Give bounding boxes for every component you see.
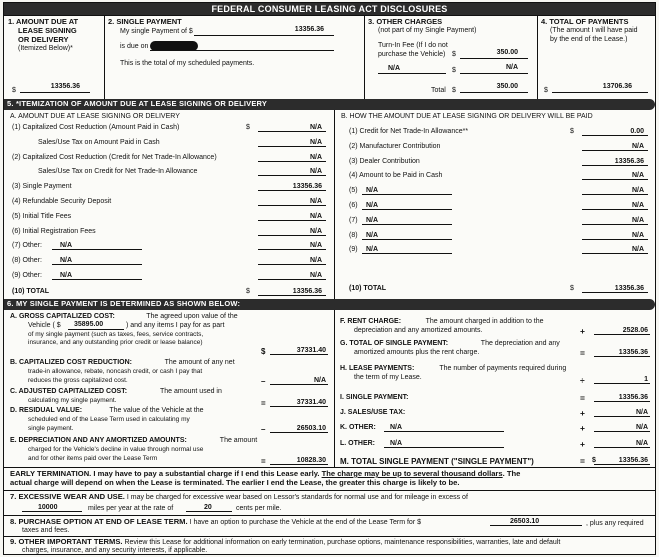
- s6-f-t2: depreciation and any amortized amounts.: [354, 327, 483, 334]
- s6-b-t3: reduces the gross capitalized cost.: [28, 376, 128, 384]
- s5-b-row-label: (3) Dealer Contribution: [349, 157, 420, 165]
- s5-a-total: 13356.36: [292, 287, 322, 295]
- section8-line1: [10, 518, 421, 527]
- s6-a-t2b: ) and any items I pay for as part: [126, 322, 225, 329]
- s5-b-row-value: N/A: [631, 216, 644, 224]
- s6-b-value: N/A: [313, 377, 326, 384]
- s8-t2: , plus any required: [586, 520, 644, 527]
- s6-a-t1: The agreed upon value of the: [146, 313, 238, 320]
- s6-f-head: F. RENT CHARGE:: [340, 318, 402, 325]
- s5-a-row-label: Sales/Use Tax on Amount Paid in Cash: [38, 138, 160, 146]
- box3-dollar: $: [452, 51, 456, 58]
- box1-dollar: $: [12, 87, 16, 94]
- s5-a-row-label: Sales/Use Tax on Credit for Net Trade-In Allowance: [38, 168, 198, 176]
- s6-b-t1: The amount of any net: [164, 359, 235, 366]
- s5-b-row-label: (8): [349, 231, 358, 239]
- s6-b-op: –: [261, 377, 266, 386]
- s6-j-value: N/A: [635, 409, 648, 416]
- s6-k-head: K. OTHER:: [340, 424, 376, 431]
- s5-a-row-value: N/A: [309, 227, 322, 235]
- box4-note-1: (The amount I will have paid: [550, 27, 638, 34]
- s5-a-row-value: N/A: [309, 124, 322, 131]
- s6-a-t2a: Vehicle ( $: [28, 322, 61, 329]
- section6-heading: 6. MY SINGLE PAYMENT IS DETERMINED AS SHOWN BELOW:: [7, 299, 241, 308]
- s6-d-t3: single payment.: [28, 424, 74, 432]
- s6-h-value: 1: [644, 376, 648, 383]
- box2-amount: 13356.36: [294, 26, 324, 33]
- s5-b-row-label: (2) Manufacturer Contribution: [349, 142, 441, 150]
- s5-a-row-label: (1) Capitalized Cost Reduction (Amount Paid in Cash): [12, 124, 180, 131]
- divider: [4, 467, 655, 468]
- s6-l-op: +: [580, 439, 585, 449]
- s5-b-row-value: N/A: [631, 142, 644, 150]
- s6-b-t2: trade-in allowance, rebate, noncash credit, or cash I pay that: [28, 368, 203, 375]
- s6-d-value: 26503.10: [296, 425, 326, 432]
- s5-a-row-value: N/A: [309, 257, 322, 265]
- s6-l-value: N/A: [635, 440, 648, 447]
- divider: [364, 15, 365, 99]
- s7-t3: cents per mile.: [236, 505, 282, 512]
- s5-b-row-value: 13356.36: [614, 157, 644, 165]
- s6-a-t4: insurance, and any outstanding prior credit or lease balance): [28, 339, 203, 346]
- s6-d-t2: scheduled end of the Lease Term used in calculating my: [28, 416, 190, 423]
- s6-e-value: 10828.30: [296, 457, 326, 464]
- box2-line3: This is the total of my scheduled payments.: [120, 60, 255, 67]
- s5-b-row-label: (4) Amount to be Paid in Cash: [349, 172, 443, 180]
- s5-a-dollar: $: [246, 124, 250, 131]
- s5-a-row-label: (5) Initial Title Fees: [12, 212, 72, 220]
- box3-dollar-2: $: [452, 67, 456, 74]
- box3-turnin-2: purchase the Vehicle): [378, 51, 446, 58]
- box3-heading: 3. OTHER CHARGES: [368, 17, 443, 26]
- s8-head: 8. PURCHASE OPTION AT END OF LEASE TERM.: [10, 517, 188, 526]
- s5-b-row-value: N/A: [631, 172, 644, 180]
- form-title: FEDERAL CONSUMER LEASING ACT DISCLOSURES: [211, 4, 448, 14]
- s6-c-op: =: [261, 399, 266, 408]
- s5-a-row-fill: N/A: [60, 257, 73, 265]
- s5-b-row-value: N/A: [631, 202, 644, 209]
- box1-heading-2: LEASE SIGNING: [18, 26, 77, 35]
- section5-bar: [4, 99, 655, 110]
- s6-d-head: D. RESIDUAL VALUE:: [10, 407, 83, 414]
- s6-k-op: +: [580, 423, 585, 433]
- s5-b-row-value: N/A: [631, 231, 644, 239]
- s6-g-t1: The depreciation and any: [480, 340, 560, 347]
- s5-b-row-label: (7): [349, 216, 358, 224]
- box1-heading-3: OR DELIVERY: [18, 35, 69, 44]
- box3-note: (not part of my Single Payment): [378, 27, 477, 34]
- s6-c-t1: The amount used in: [160, 388, 222, 395]
- s5-a-row-label: (2) Capitalized Cost Reduction (Credit for Net Trade-In Allowance): [12, 153, 217, 161]
- s5-a-row-fill: N/A: [60, 242, 73, 250]
- s5-b-total-dollar: $: [570, 285, 574, 292]
- s6-a-t3: of my single payment (such as taxes, fees, service contracts,: [28, 330, 204, 338]
- box1-heading-1: 1. AMOUNT DUE AT: [8, 17, 79, 26]
- s6-e-t3: and for other items paid over the Lease Term: [28, 454, 158, 462]
- s6-h-op: ÷: [580, 375, 585, 385]
- s6-f-t1: The amount charged in addition to the: [425, 318, 544, 325]
- s8-t1: I have an option to purchase the Vehicle at the end of the Lease Term for $: [189, 519, 421, 526]
- s6-d-t1: The value of the Vehicle at the: [109, 407, 204, 414]
- s6-j-op: +: [580, 408, 585, 418]
- s5-a-row-value: N/A: [309, 272, 322, 279]
- s5-a-row-label: (6) Initial Registration Fees: [12, 227, 96, 235]
- divider: [334, 310, 335, 467]
- s6-k-fill: N/A: [390, 424, 403, 431]
- divider: [4, 15, 655, 16]
- title-bar: [4, 3, 655, 15]
- s6-j-head: J. SALES/USE TAX:: [340, 409, 406, 416]
- s5-b-row-fill: N/A: [366, 231, 379, 239]
- s6-a-value: 37331.40: [296, 347, 326, 354]
- box4-dollar: $: [544, 87, 548, 94]
- s6-i-op: =: [580, 393, 585, 403]
- early-l1a: EARLY TERMINATION. I may have to pay a substantial charge if I end this Lease early.: [10, 469, 322, 478]
- s6-b-head: B. CAPITALIZED COST REDUCTION:: [10, 359, 132, 366]
- s6-f-op: +: [580, 326, 585, 336]
- early-l1c: . The: [502, 469, 521, 478]
- s6-f-value: 2528.06: [622, 327, 648, 334]
- s7-miles: 10000: [38, 504, 58, 511]
- s6-e-op: =: [261, 457, 266, 466]
- s5-a-row-label: (7) Other:: [12, 242, 42, 250]
- s5-b-heading: B. HOW THE AMOUNT DUE AT LEASE SIGNING OR DELIVERY WILL BE PAID: [341, 113, 593, 120]
- box2-line1: My single Payment of $: [120, 28, 193, 35]
- section6-bar: [4, 299, 655, 310]
- box3-dollar-3: $: [452, 87, 456, 94]
- s6-d-op: –: [261, 425, 266, 434]
- s6-m-op: =: [580, 456, 585, 466]
- box3-total-label: Total: [431, 87, 446, 94]
- early-l1b: The charge may be up to several thousand dollars: [321, 469, 503, 478]
- s5-b-row-fill: N/A: [366, 246, 379, 254]
- s7-rate: 20: [204, 504, 212, 511]
- s5-a-row-value: N/A: [309, 212, 322, 220]
- s6-a-dollar: $: [261, 347, 266, 356]
- s6-e-t2: charged for the Vehicle's decline in value through normal use: [28, 446, 204, 453]
- s5-b-row-label: (9): [349, 246, 358, 254]
- box3-total-amount: 350.00: [496, 83, 518, 90]
- s5-b-total: 13356.36: [614, 285, 644, 292]
- s5-a-row-value: N/A: [309, 153, 322, 161]
- s5-a-row-value: N/A: [309, 138, 322, 146]
- box2-date-line: [150, 41, 334, 51]
- s6-c-head: C. ADJUSTED CAPITALIZED COST:: [10, 388, 128, 395]
- box2-heading: 2. SINGLE PAYMENT: [108, 17, 182, 26]
- s5-b-row-label: (5): [349, 187, 358, 195]
- s8-amount: 26503.10: [510, 518, 540, 525]
- box3-turnin-amount: 350.00: [496, 49, 518, 56]
- s6-g-head: G. TOTAL OF SINGLE PAYMENT:: [340, 340, 449, 347]
- s5-a-row-label: (8) Other:: [12, 257, 42, 265]
- s5-a-row-value: N/A: [309, 168, 322, 176]
- s7-t1: I may be charged for excessive wear based on Lessor's standards for normal use and for mileage in excess of: [126, 494, 468, 501]
- s5-b-dollar: $: [570, 128, 574, 135]
- s6-h-t1: The number of payments required during: [439, 365, 567, 372]
- box1-amount: 13356.36: [50, 83, 80, 90]
- s6-m-head: M. TOTAL SINGLE PAYMENT ("SINGLE PAYMENT"): [340, 457, 534, 466]
- s6-k-value: N/A: [635, 424, 648, 431]
- s6-m-value: 13356.36: [618, 457, 648, 464]
- s5-b-row-value: 0.00: [630, 128, 644, 135]
- s5-b-row-fill: N/A: [366, 187, 379, 195]
- s5-b-total-label: (10) TOTAL: [349, 285, 387, 292]
- box1-note: (Itemized Below)*: [18, 45, 73, 52]
- s5-a-row-label: (3) Single Payment: [12, 183, 72, 191]
- s7-head: 7. EXCESSIVE WEAR AND USE.: [10, 492, 125, 501]
- s5-b-row-fill: N/A: [366, 216, 379, 224]
- box3-turnin-1: Turn-In Fee (If I do not: [378, 42, 448, 49]
- s6-i-head: I. SINGLE PAYMENT:: [340, 394, 409, 401]
- box4-note-2: by the end of the Lease.): [550, 36, 628, 43]
- s5-a-row-value: N/A: [309, 242, 322, 250]
- section5-heading: 5. *ITEMIZATION OF AMOUNT DUE AT LEASE SIGNING OR DELIVERY: [7, 99, 268, 108]
- divider: [4, 490, 655, 491]
- s5-a-heading: A. AMOUNT DUE AT LEASE SIGNING OR DELIVERY: [10, 113, 180, 120]
- box3-na-left: N/A: [388, 65, 401, 72]
- early-termination-line2: actual charge will depend on when the Lease is terminated. The earlier I end the Lease, the greater this charge is likely to be.: [10, 478, 460, 487]
- box2-line2: is due on: [120, 43, 149, 50]
- box3-na-right: N/A: [505, 64, 518, 71]
- s5-b-row-fill: N/A: [366, 202, 379, 209]
- s6-i-value: 13356.36: [618, 394, 648, 401]
- s9-t2: charges, insurance, and any security interests, if applicable.: [22, 547, 208, 554]
- s6-l-fill: N/A: [390, 440, 403, 447]
- box4-heading: 4. TOTAL OF PAYMENTS: [541, 17, 629, 26]
- s5-b-row-value: N/A: [631, 246, 644, 254]
- s6-c-value: 37331.40: [296, 399, 326, 406]
- divider: [104, 15, 105, 99]
- s5-a-total-label: (10) TOTAL: [12, 287, 50, 295]
- s6-l-head: L. OTHER:: [340, 440, 375, 447]
- s5-a-row-label: (4) Refundable Security Deposit: [12, 198, 112, 205]
- s5-a-row-value: N/A: [309, 198, 322, 205]
- divider: [537, 15, 538, 99]
- s5-b-row-label: (6): [349, 202, 358, 209]
- s6-e-head: E. DEPRECIATION AND ANY AMORTIZED AMOUNTS:: [10, 437, 187, 444]
- s6-a-fill: 35895.00: [74, 321, 104, 328]
- s7-t2: miles per year at the rate of: [88, 505, 174, 512]
- s6-g-t2: amortized amounts plus the rent charge.: [354, 349, 480, 356]
- s6-a-head: A. GROSS CAPITALIZED COST:: [10, 313, 115, 320]
- s5-a-total-dollar: $: [246, 287, 250, 295]
- s5-a-row-fill: N/A: [60, 272, 73, 279]
- s6-c-t2: calculating my single payment.: [28, 397, 117, 404]
- s5-a-row-value: 13356.36: [292, 183, 322, 191]
- lease-disclosure-form: [3, 2, 656, 555]
- s9-head: 9. OTHER IMPORTANT TERMS.: [10, 537, 123, 546]
- s6-e-t1: The amount: [219, 437, 258, 444]
- s6-h-t2: the term of my Lease.: [354, 374, 422, 381]
- box4-amount: 13706.36: [602, 83, 632, 90]
- s6-g-value: 13356.36: [618, 349, 648, 356]
- s6-g-op: =: [580, 348, 585, 358]
- s5-b-row-value: N/A: [631, 187, 644, 195]
- s5-a-row-label: (9) Other:: [12, 272, 42, 279]
- s8-t3: taxes and fees.: [22, 527, 70, 534]
- divider: [334, 110, 335, 300]
- s5-b-row-label: (1) Credit for Net Trade-In Allowance**: [349, 128, 469, 135]
- s6-m-dollar: $: [592, 457, 596, 464]
- section7-line1: [10, 493, 468, 502]
- s9-t1: Review this Lease for additional information on early termination, purchase options, maintenance responsibilities, warranties, late and default: [124, 539, 561, 546]
- s6-h-head: H. LEASE PAYMENTS:: [340, 365, 415, 372]
- section9-line1: [10, 538, 560, 547]
